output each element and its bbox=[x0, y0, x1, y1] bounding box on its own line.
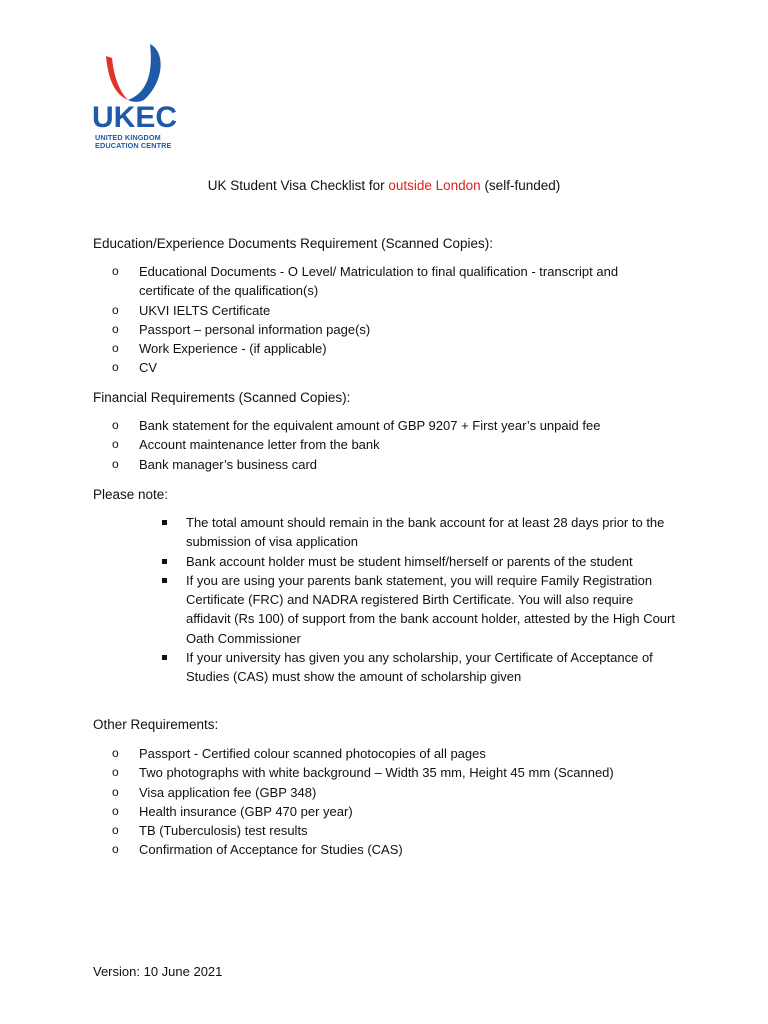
bullet: o bbox=[112, 302, 119, 317]
list-item bbox=[112, 744, 672, 763]
page-title bbox=[0, 176, 768, 195]
list-item bbox=[112, 416, 672, 435]
bullet: o bbox=[112, 264, 119, 278]
education-list bbox=[112, 262, 672, 378]
list-item bbox=[112, 320, 672, 339]
item-text: Passport – personal information page(s) bbox=[139, 321, 371, 337]
ukec-logo bbox=[92, 42, 182, 152]
note-list bbox=[160, 513, 680, 687]
bullet: o bbox=[112, 803, 119, 818]
bullet: o bbox=[112, 842, 119, 857]
bullet: o bbox=[112, 437, 119, 452]
bullet: o bbox=[112, 823, 119, 838]
item-text: Confirmation of Acceptance for Studies (CAS) bbox=[139, 842, 403, 858]
list-item bbox=[160, 571, 680, 648]
item-text: Passport - Certified colour scanned photocopies of all pages bbox=[139, 746, 486, 761]
item-text: UKVI IELTS Certificate bbox=[139, 302, 271, 318]
item-text: If you are using your parents bank statement, you will require Family Registration Certificate (FRC) and NADRA registered Birth Certificate. You will also require affidavit (Rs 100) of support from the bank account holder, attested by the High Court Oath Commissioner bbox=[186, 572, 675, 646]
list-item bbox=[112, 339, 672, 358]
list-item bbox=[112, 802, 672, 821]
item-text: The total amount should remain in the bank account for at least 28 days prior to the submission of visa application bbox=[186, 515, 665, 550]
item-text: Bank statement for the equivalent amount of GBP 9207 + First year’s unpaid fee bbox=[139, 418, 601, 433]
list-item bbox=[160, 552, 680, 571]
bullet: o bbox=[112, 341, 119, 356]
square-bullet bbox=[162, 559, 167, 564]
other-list bbox=[112, 744, 672, 860]
square-bullet bbox=[162, 520, 167, 525]
note-heading: Please note: bbox=[93, 487, 169, 502]
bullet: o bbox=[112, 418, 119, 432]
title-suffix: (self-funded) bbox=[480, 178, 561, 193]
list-item bbox=[160, 513, 680, 552]
other-heading: Other Requirements: bbox=[93, 717, 219, 732]
financial-list bbox=[112, 416, 672, 474]
list-item bbox=[112, 821, 672, 840]
item-text: Bank manager’s business card bbox=[139, 456, 318, 472]
item-text: If your university has given you any scholarship, your Certificate of Acceptance of Studies (CAS) must show the amount of scholarship given bbox=[186, 650, 653, 685]
title-prefix: UK Student Visa Checklist for bbox=[207, 178, 389, 193]
item-text: TB (Tuberculosis) test results bbox=[139, 823, 308, 839]
square-bullet bbox=[162, 655, 167, 660]
list-item bbox=[160, 648, 680, 687]
logo-brand: UKEC bbox=[92, 101, 178, 134]
list-item bbox=[112, 301, 672, 320]
bullet: o bbox=[112, 746, 119, 760]
item-text: Health insurance (GBP 470 per year) bbox=[139, 803, 353, 819]
item-text: CV bbox=[139, 360, 158, 376]
list-item bbox=[112, 262, 672, 301]
item-text: Account maintenance letter from the bank bbox=[139, 437, 380, 453]
financial-heading: Financial Requirements (Scanned Copies): bbox=[93, 390, 351, 405]
ukec-swoosh-icon bbox=[100, 42, 170, 104]
bullet: o bbox=[112, 360, 119, 375]
list-item bbox=[112, 455, 672, 474]
list-item bbox=[112, 358, 672, 377]
item-text: Work Experience - (if applicable) bbox=[139, 341, 327, 357]
education-heading: Education/Experience Documents Requirement (Scanned Copies): bbox=[93, 236, 493, 251]
title-highlight: outside London bbox=[388, 178, 481, 193]
item-text: Bank account holder must be student himself/herself or parents of the student bbox=[186, 553, 633, 569]
list-item bbox=[112, 763, 672, 782]
list-item bbox=[112, 840, 672, 859]
item-text: Two photographs with white background – Width 35 mm, Height 45 mm (Scanned) bbox=[139, 765, 614, 781]
logo-line-2: EDUCATION CENTRE bbox=[95, 141, 172, 150]
bullet: o bbox=[112, 765, 119, 780]
list-item bbox=[112, 435, 672, 454]
item-text: Visa application fee (GBP 348) bbox=[139, 784, 317, 800]
bullet: o bbox=[112, 321, 119, 336]
item-text: Educational Documents - O Level/ Matriculation to final qualification - transcript and certificate of the qualification(s) bbox=[139, 264, 619, 299]
square-bullet bbox=[162, 578, 167, 583]
version-footer: Version: 10 June 2021 bbox=[93, 964, 223, 979]
bullet: o bbox=[112, 456, 119, 471]
bullet: o bbox=[112, 784, 119, 799]
logo-line-1: UNITED KINGDOM bbox=[95, 133, 161, 142]
list-item bbox=[112, 783, 672, 802]
